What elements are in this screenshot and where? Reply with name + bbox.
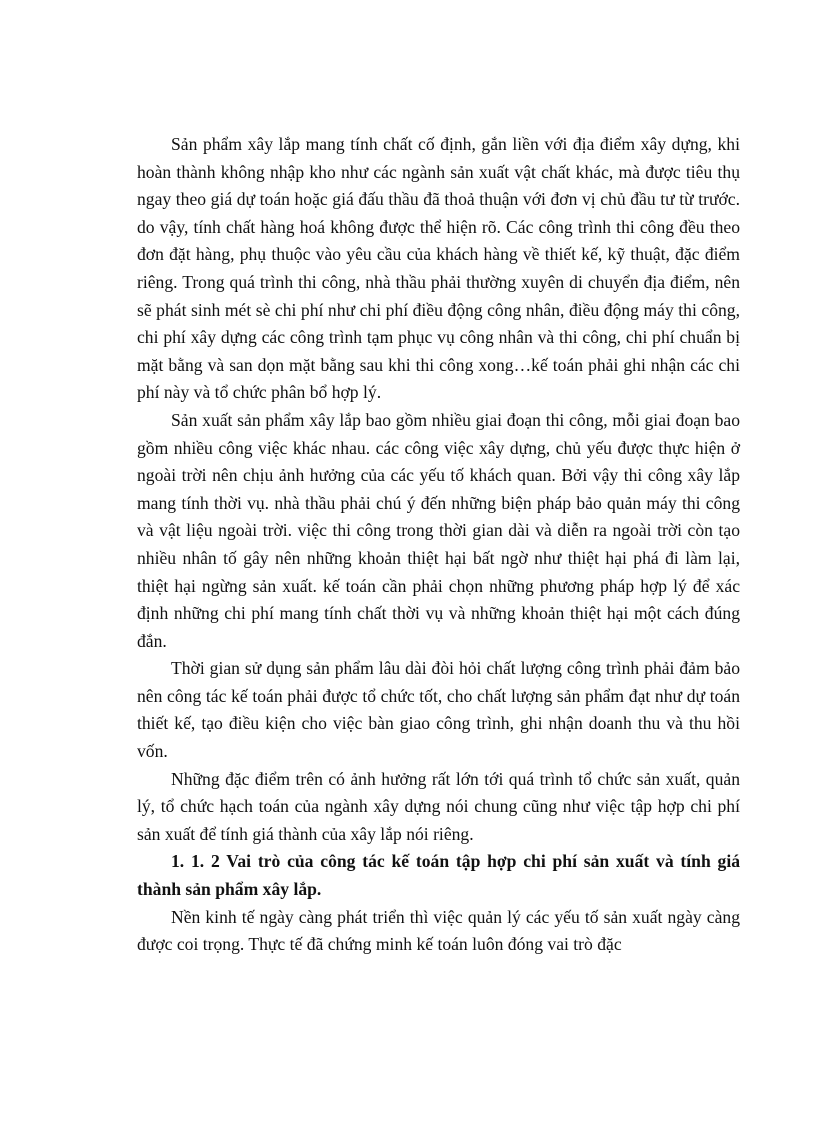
section-heading: 1. 1. 2 Vai trò của công tác kế toán tập hợp chi phí sản xuất và tính giá thành sản phẩm xây lắp. <box>137 851 740 900</box>
paragraph-product-characteristics: Sản phẩm xây lắp mang tính chất cố định, gắn liền với địa điểm xây dựng, khi hoàn thành không nhập kho như các ngành sản xuất vật chất khác, mà được tiêu thụ ngay theo giá dự toán hoặc giá đấu thầu đã thoả thuận với đơn vị chủ đầu tư từ trước. do vậy, tính chất hàng hoá không được thể hiện rõ. Các công trình thi công đều theo đơn đặt hàng, phụ thuộc vào yêu cầu của khách hàng về thiết kế, kỹ thuật, đặc điểm riêng. Trong quá trình thi công, nhà thầu phải thường xuyên di chuyển địa điểm, nên sẽ phát sinh mét sè chi phí như chi phí điều động công nhân, điều động máy thi công, chi phí xây dựng các công trình tạm phục vụ công nhân và thi công, chi phí chuẩn bị mặt bằng và san dọn mặt bằng sau khi thi công xong…kế toán phải ghi nhận các chi phí này và tổ chức phân bổ hợp lý. <box>137 134 740 403</box>
paragraph-economy-development: Nền kinh tế ngày càng phát triển thì việc quản lý các yếu tố sản xuất ngày càng được coi trọng. Thực tế đã chứng minh kế toán luôn đóng vai trò đặc <box>137 906 740 955</box>
paragraph-production-stages: Sản xuất sản phẩm xây lắp bao gồm nhiều giai đoạn thi công, mỗi giai đoạn bao gồm nhiều công việc khác nhau. các công việc xây dựng, chủ yếu được thực hiện ở ngoài trời nên chịu ảnh hưởng của các yếu tố khách quan. Bởi vậy thi công xây lắp mang tính thời vụ. nhà thầu phải chú ý đến những biện pháp bảo quản máy thi công và vật liệu ngoài trời. việc thi công trong thời gian dài và diễn ra ngoài trời còn tạo nhiều nhân tố gây nên những khoản thiệt hại bất ngờ như thiệt hại phá đi làm lại, thiệt hại ngừng sản xuất. kế toán cần phải chọn những phương pháp hợp lý để xác định những chi phí mang tính chất thời vụ và những khoản thiệt hại một cách đúng đắn. <box>137 409 740 651</box>
paragraph-usage-duration: Thời gian sử dụng sản phẩm lâu dài đòi hỏi chất lượng công trình phải đảm bảo nên công tác kế toán phải được tổ chức tốt, cho chất lượng sản phẩm đạt như dự toán thiết kế, tạo điều kiện cho việc bàn giao công trình, ghi nhận doanh thu và thu hồi vốn. <box>137 658 740 762</box>
paragraph-impact-summary: Những đặc điểm trên có ảnh hưởng rất lớn tới quá trình tổ chức sản xuất, quản lý, tổ chức hạch toán của ngành xây dựng nói chung cũng như việc tập hợp chi phí sản xuất để tính giá thành của xây lắp nói riêng. <box>137 768 740 844</box>
